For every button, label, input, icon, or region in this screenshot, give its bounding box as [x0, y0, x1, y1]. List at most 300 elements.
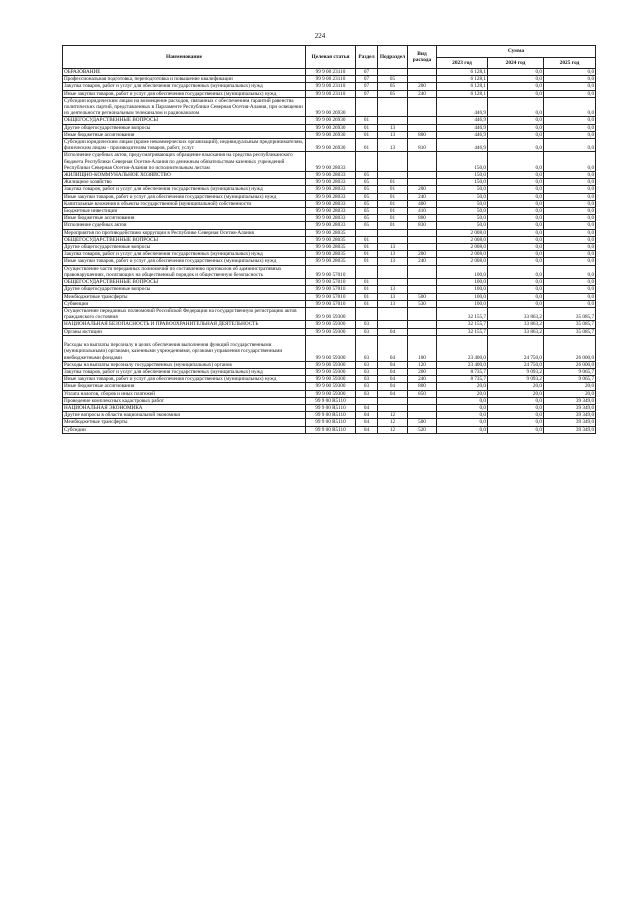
row-target-code: 99 9 00 59300: [306, 376, 356, 383]
row-amount-2023: 446,9: [437, 97, 488, 117]
row-name: Другие общегосударственные вопросы: [63, 244, 306, 251]
row-target-code: 99 9 00 23110: [306, 76, 356, 83]
row-amount-2025: 0,0: [544, 193, 596, 200]
row-amount-2025: 35 085,7: [544, 307, 596, 320]
row-amount-2024: 0,0: [488, 83, 544, 90]
row-section: 07: [356, 76, 378, 83]
row-section: 05: [356, 172, 378, 179]
row-expense-type: [408, 117, 437, 124]
row-section: 07: [356, 90, 378, 97]
row-name: ЖИЛИЩНО-КОММУНАЛЬНОЕ ХОЗЯЙСТВО: [63, 172, 306, 179]
row-subsection: [378, 152, 408, 172]
row-name: Иные закупки товаров, работ и услуг для обеспечения государственных (муниципальных) нужд: [63, 376, 306, 383]
row-section: 05: [356, 186, 378, 193]
row-section: 03: [356, 390, 378, 397]
row-subsection: [378, 229, 408, 236]
row-subsection: 04: [378, 361, 408, 368]
row-amount-2024: 24 750,0: [488, 361, 544, 368]
row-subsection: 01: [378, 208, 408, 215]
table-row: [63, 412, 596, 419]
row-amount-2025: 0,0: [544, 97, 596, 117]
row-target-code: 99 9 00 28035: [306, 229, 356, 236]
row-expense-type: 800: [408, 131, 437, 138]
row-target-code: 99 9 00 28033: [306, 200, 356, 207]
row-amount-2023: 6 128,1: [437, 90, 488, 97]
row-section: [356, 265, 378, 278]
row-amount-2025: 39 349,0: [544, 397, 596, 404]
table-row: [63, 321, 596, 328]
header-2025: 2025 год: [544, 57, 596, 69]
row-subsection: [378, 69, 408, 76]
row-target-code: 99 9 00 28033: [306, 208, 356, 215]
row-amount-2025: 0,0: [544, 117, 596, 124]
row-amount-2023: 100,0: [437, 300, 488, 307]
row-amount-2023: 50,0: [437, 208, 488, 215]
row-amount-2023: 50,0: [437, 215, 488, 222]
row-expense-type: 100: [408, 335, 437, 361]
row-section: [356, 397, 378, 404]
table-row: [63, 179, 596, 186]
row-amount-2024: 0,0: [488, 286, 544, 293]
row-name: Осуществление переданных полномочий Российской Федерации на государственную регистрацию актов гражданского состояния: [63, 307, 306, 320]
row-amount-2024: 0,0: [488, 179, 544, 186]
row-section: 03: [356, 361, 378, 368]
row-section: 04: [356, 404, 378, 411]
row-amount-2024: 0,0: [488, 97, 544, 117]
row-expense-type: [408, 279, 437, 286]
row-amount-2024: 0,0: [488, 426, 544, 433]
row-expense-type: 530: [408, 300, 437, 307]
row-section: [356, 152, 378, 172]
row-amount-2024: 33 863,2: [488, 307, 544, 320]
row-name: НАЦИОНАЛЬНАЯ БЕЗОПАСНОСТЬ И ПРАВООХРАНИТЕЛЬНАЯ ДЕЯТЕЛЬНОСТЬ: [63, 321, 306, 328]
row-amount-2023: 446,9: [437, 131, 488, 138]
header-expense-type: Вид расхода: [408, 46, 437, 69]
row-subsection: 04: [378, 328, 408, 335]
table-row: [63, 397, 596, 404]
row-amount-2023: 20,0: [437, 383, 488, 390]
row-amount-2024: 0,0: [488, 117, 544, 124]
row-subsection: 01: [378, 179, 408, 186]
row-amount-2024: 0,0: [488, 186, 544, 193]
row-subsection: [378, 236, 408, 243]
row-subsection: 01: [378, 200, 408, 207]
row-amount-2025: 39 349,0: [544, 426, 596, 433]
row-section: 07: [356, 69, 378, 76]
row-target-code: 99 9 00 28033: [306, 222, 356, 229]
header-row: [63, 46, 596, 58]
header-amount: Сумма: [437, 46, 596, 58]
row-amount-2025: 9 065,7: [544, 376, 596, 383]
row-amount-2024: 0,0: [488, 279, 544, 286]
row-subsection: [378, 172, 408, 179]
row-expense-type: 120: [408, 361, 437, 368]
row-amount-2023: 0,0: [437, 397, 488, 404]
row-expense-type: 500: [408, 419, 437, 426]
row-name: Другие общегосударственные вопросы: [63, 124, 306, 131]
row-expense-type: [408, 152, 437, 172]
table-row: [63, 335, 596, 361]
table-row: [63, 300, 596, 307]
table-row: [63, 279, 596, 286]
row-amount-2025: 20,0: [544, 390, 596, 397]
row-expense-type: 240: [408, 258, 437, 265]
row-amount-2023: 50,0: [437, 200, 488, 207]
row-amount-2025: 0,0: [544, 139, 596, 152]
row-amount-2024: 9 093,2: [488, 376, 544, 383]
row-target-code: 99 9 00 59300: [306, 390, 356, 397]
row-amount-2024: 33 863,2: [488, 321, 544, 328]
row-amount-2025: 0,0: [544, 208, 596, 215]
row-amount-2023: 50,0: [437, 193, 488, 200]
row-amount-2023: 6 128,1: [437, 76, 488, 83]
row-expense-type: [408, 286, 437, 293]
row-section: 01: [356, 236, 378, 243]
row-subsection: 13: [378, 139, 408, 152]
row-amount-2024: 0,0: [488, 412, 544, 419]
table-body: [63, 69, 596, 434]
row-amount-2025: 0,0: [544, 179, 596, 186]
row-subsection: 13: [378, 251, 408, 258]
table-row: [63, 426, 596, 433]
row-section: 01: [356, 258, 378, 265]
row-amount-2023: 0,0: [437, 419, 488, 426]
row-expense-type: 240: [408, 376, 437, 383]
row-expense-type: 200: [408, 368, 437, 375]
row-subsection: 05: [378, 83, 408, 90]
row-amount-2023: 23 400,0: [437, 361, 488, 368]
row-amount-2025: 0,0: [544, 258, 596, 265]
row-target-code: 99 9 00 57010: [306, 279, 356, 286]
row-amount-2023: 32 155,7: [437, 321, 488, 328]
table-row: [63, 200, 596, 207]
table-row: [63, 328, 596, 335]
row-subsection: 13: [378, 286, 408, 293]
row-amount-2025: 0,0: [544, 244, 596, 251]
row-amount-2023: 100,0: [437, 293, 488, 300]
row-amount-2024: 0,0: [488, 419, 544, 426]
row-section: 04: [356, 412, 378, 419]
table-row: [63, 152, 596, 172]
table-row: [63, 229, 596, 236]
row-subsection: 04: [378, 335, 408, 361]
row-subsection: 01: [378, 222, 408, 229]
table-row: [63, 376, 596, 383]
row-name: Расходы на выплаты персоналу государственных (муниципальных) органов: [63, 361, 306, 368]
row-target-code: 99 9 00 57010: [306, 293, 356, 300]
row-amount-2025: 9 065,7: [544, 368, 596, 375]
row-target-code: 99 9 00 59300: [306, 383, 356, 390]
row-target-code: 99 9 00 28035: [306, 244, 356, 251]
row-section: 01: [356, 117, 378, 124]
row-section: [356, 229, 378, 236]
row-expense-type: [408, 412, 437, 419]
table-row: [63, 265, 596, 278]
row-expense-type: [408, 328, 437, 335]
row-amount-2023: 100,0: [437, 265, 488, 278]
row-amount-2024: 0,0: [488, 258, 544, 265]
row-expense-type: 800: [408, 215, 437, 222]
table-row: [63, 186, 596, 193]
row-target-code: 99 9 00 28035: [306, 251, 356, 258]
row-target-code: 99 9 00 57010: [306, 265, 356, 278]
row-amount-2025: 0,0: [544, 131, 596, 138]
row-amount-2025: 39 349,0: [544, 404, 596, 411]
row-subsection: 12: [378, 419, 408, 426]
row-section: 03: [356, 321, 378, 328]
row-target-code: 99 9 00 28033: [306, 179, 356, 186]
row-expense-type: 520: [408, 426, 437, 433]
row-section: 01: [356, 300, 378, 307]
row-amount-2023: 150,0: [437, 152, 488, 172]
row-name: Расходы на выплаты персоналу в целях обеспечения выполнения функций государственными (муниципальными) органами, казенными учреждениями, органами управления государственными внебюджетными фондами: [63, 335, 306, 361]
row-target-code: 99 9 00 26930: [306, 131, 356, 138]
table-row: [63, 368, 596, 375]
row-amount-2023: 2 008,0: [437, 244, 488, 251]
table-row: [63, 244, 596, 251]
row-amount-2024: 0,0: [488, 300, 544, 307]
row-amount-2025: 0,0: [544, 200, 596, 207]
header-target: Целевая статья: [306, 46, 356, 69]
row-expense-type: [408, 307, 437, 320]
table-row: [63, 258, 596, 265]
row-target-code: 99 9 00 57010: [306, 300, 356, 307]
row-name: Иные закупки товаров, работ и услуг для обеспечения государственных (муниципальных) нужд: [63, 258, 306, 265]
row-target-code: 99 9 00 28033: [306, 172, 356, 179]
row-name: Исполнение судебных актов: [63, 222, 306, 229]
row-amount-2023: 2 008,0: [437, 236, 488, 243]
row-section: 03: [356, 335, 378, 361]
row-expense-type: [408, 97, 437, 117]
row-target-code: 99 9 00 28033: [306, 152, 356, 172]
table-row: [63, 131, 596, 138]
row-subsection: 04: [378, 383, 408, 390]
row-amount-2025: 0,0: [544, 229, 596, 236]
table-row: [63, 307, 596, 320]
row-amount-2025: 0,0: [544, 300, 596, 307]
row-name: Другие вопросы в области национальной экономики: [63, 412, 306, 419]
table-row: [63, 215, 596, 222]
row-section: 01: [356, 139, 378, 152]
row-amount-2024: 0,0: [488, 404, 544, 411]
row-subsection: 04: [378, 368, 408, 375]
table-row: [63, 124, 596, 131]
row-expense-type: [408, 172, 437, 179]
row-name: ОБРАЗОВАНИЕ: [63, 69, 306, 76]
row-subsection: 13: [378, 124, 408, 131]
row-target-code: 99 9 00 26930: [306, 97, 356, 117]
row-target-code: 99 9 00 59300: [306, 321, 356, 328]
row-section: 01: [356, 286, 378, 293]
row-amount-2023: 23 400,0: [437, 335, 488, 361]
row-section: 01: [356, 244, 378, 251]
row-section: 03: [356, 376, 378, 383]
row-subsection: [378, 97, 408, 117]
row-target-code: 99 9 00 59300: [306, 368, 356, 375]
row-subsection: [378, 279, 408, 286]
row-amount-2024: 20,0: [488, 383, 544, 390]
row-expense-type: 400: [408, 200, 437, 207]
row-subsection: 13: [378, 131, 408, 138]
row-amount-2023: 6 128,1: [437, 83, 488, 90]
row-section: 05: [356, 222, 378, 229]
row-amount-2025: 35 085,7: [544, 321, 596, 328]
row-expense-type: 410: [408, 208, 437, 215]
row-section: 03: [356, 328, 378, 335]
row-section: 05: [356, 208, 378, 215]
row-name: ОБЩЕГОСУДАРСТВЕННЫЕ ВОПРОСЫ: [63, 279, 306, 286]
row-amount-2025: 0,0: [544, 279, 596, 286]
row-amount-2023: 446,9: [437, 139, 488, 152]
table-row: [63, 251, 596, 258]
row-expense-type: [408, 236, 437, 243]
row-name: Закупка товаров, работ и услуг для обеспечения государственных (муниципальных) нужд: [63, 368, 306, 375]
row-amount-2023: 2 008,0: [437, 229, 488, 236]
row-amount-2024: 0,0: [488, 244, 544, 251]
row-name: Межбюджетные трансферты: [63, 419, 306, 426]
row-target-code: 99 9 00 26930: [306, 117, 356, 124]
row-expense-type: 200: [408, 251, 437, 258]
row-amount-2023: 446,9: [437, 124, 488, 131]
row-subsection: [378, 404, 408, 411]
row-name: Органы юстиции: [63, 328, 306, 335]
row-amount-2025: 39 349,0: [544, 412, 596, 419]
row-name: Субсидии юридическим лицам на возмещение расходов, связанных с обеспечением гарантий равенства политических партий, представленных в Парламенте Республики Северная Осетия-Алания, при освещении их деятельности региональным телеканалом и радиоканалом: [63, 97, 306, 117]
row-subsection: 01: [378, 186, 408, 193]
row-amount-2024: 0,0: [488, 229, 544, 236]
row-section: 04: [356, 419, 378, 426]
row-target-code: 99 9 00 R5110: [306, 404, 356, 411]
row-name: Проведение комплексных кадастровых работ: [63, 397, 306, 404]
row-section: 05: [356, 193, 378, 200]
row-name: Уплата налогов, сборов и иных платежей: [63, 390, 306, 397]
row-name: ОБЩЕГОСУДАРСТВЕННЫЕ ВОПРОСЫ: [63, 236, 306, 243]
row-target-code: 99 9 00 23110: [306, 90, 356, 97]
row-expense-type: [408, 69, 437, 76]
row-subsection: 13: [378, 258, 408, 265]
row-amount-2025: 0,0: [544, 265, 596, 278]
row-amount-2025: 0,0: [544, 69, 596, 76]
row-name: Исполнение судебных актов, предусматривающих обращение взыскания на средства республиканского бюджета Республики Северная Осетия-Алания по денежным обязательствам казенных учреждений Республики Северная Осетия-Алания по исполнительным листам: [63, 152, 306, 172]
table-row: [63, 172, 596, 179]
row-amount-2023: 32 155,7: [437, 307, 488, 320]
table-row: [63, 90, 596, 97]
row-name: Иные закупки товаров, работ и услуг для обеспечения государственных (муниципальных) нужд: [63, 193, 306, 200]
row-section: 04: [356, 426, 378, 433]
table-row: [63, 419, 596, 426]
row-subsection: 13: [378, 293, 408, 300]
row-section: 01: [356, 131, 378, 138]
row-subsection: [378, 117, 408, 124]
table-row: [63, 193, 596, 200]
table-row: [63, 286, 596, 293]
row-name: Мероприятия по противодействию коррупции в Республике Северная Осетия-Алания: [63, 229, 306, 236]
row-target-code: 99 9 00 R5110: [306, 419, 356, 426]
row-target-code: 99 9 00 59300: [306, 361, 356, 368]
row-subsection: 04: [378, 376, 408, 383]
table-row: [63, 383, 596, 390]
row-amount-2024: 33 863,2: [488, 328, 544, 335]
row-amount-2025: 39 349,0: [544, 419, 596, 426]
row-amount-2024: 0,0: [488, 251, 544, 258]
row-amount-2025: 0,0: [544, 124, 596, 131]
row-amount-2025: 0,0: [544, 286, 596, 293]
row-subsection: 01: [378, 215, 408, 222]
row-name: Субсидии: [63, 426, 306, 433]
table-row: [63, 139, 596, 152]
row-amount-2023: 32 155,7: [437, 328, 488, 335]
row-expense-type: 850: [408, 390, 437, 397]
row-target-code: 99 9 00 28033: [306, 186, 356, 193]
row-expense-type: 200: [408, 83, 437, 90]
row-expense-type: 240: [408, 90, 437, 97]
row-expense-type: 800: [408, 383, 437, 390]
row-amount-2025: 0,0: [544, 215, 596, 222]
row-target-code: 99 9 00 23110: [306, 69, 356, 76]
row-amount-2024: 24 750,0: [488, 335, 544, 361]
row-name: Жилищное хозяйство: [63, 179, 306, 186]
row-amount-2025: 0,0: [544, 236, 596, 243]
row-subsection: [378, 307, 408, 320]
row-amount-2023: 2 008,0: [437, 258, 488, 265]
row-amount-2023: 150,0: [437, 179, 488, 186]
row-section: 05: [356, 179, 378, 186]
row-expense-type: [408, 179, 437, 186]
row-section: 07: [356, 83, 378, 90]
table-row: [63, 390, 596, 397]
table-row: [63, 69, 596, 76]
header-2023: 2023 год: [437, 57, 488, 69]
row-amount-2023: 0,0: [437, 426, 488, 433]
row-amount-2025: 0,0: [544, 172, 596, 179]
row-amount-2025: 0,0: [544, 186, 596, 193]
row-target-code: 99 9 00 26930: [306, 139, 356, 152]
row-target-code: 99 9 00 28033: [306, 193, 356, 200]
row-name: ОБЩЕГОСУДАРСТВЕННЫЕ ВОПРОСЫ: [63, 117, 306, 124]
row-amount-2023: 2 008,0: [437, 251, 488, 258]
row-target-code: 99 9 00 59300: [306, 328, 356, 335]
header-2024: 2024 год: [488, 57, 544, 69]
row-subsection: 04: [378, 390, 408, 397]
row-amount-2024: 0,0: [488, 293, 544, 300]
row-section: [356, 307, 378, 320]
row-name: Иные бюджетные ассигнования: [63, 383, 306, 390]
row-amount-2024: 0,0: [488, 208, 544, 215]
row-amount-2024: 0,0: [488, 397, 544, 404]
row-amount-2025: 0,0: [544, 251, 596, 258]
row-expense-type: [408, 76, 437, 83]
row-name: Закупка товаров, работ и услуг для обеспечения государственных (муниципальных) нужд: [63, 186, 306, 193]
row-expense-type: 810: [408, 139, 437, 152]
row-subsection: 01: [378, 193, 408, 200]
table-row: [63, 293, 596, 300]
row-amount-2023: 50,0: [437, 222, 488, 229]
row-name: Иные бюджетные ассигнования: [63, 131, 306, 138]
row-name: Субсидии юридическим лицам (кроме некоммерческих организаций), индивидуальным предпринимателям, физическим лицам - производителям товаров, работ, услуг: [63, 139, 306, 152]
row-amount-2023: 20,0: [437, 390, 488, 397]
row-amount-2024: 20,0: [488, 390, 544, 397]
row-expense-type: 500: [408, 293, 437, 300]
row-amount-2023: 6 128,1: [437, 69, 488, 76]
row-amount-2023: 8 735,7: [437, 368, 488, 375]
row-amount-2025: 0,0: [544, 293, 596, 300]
row-expense-type: 830: [408, 222, 437, 229]
row-name: Закупка товаров, работ и услуг для обеспечения государственных (муниципальных) нужд: [63, 251, 306, 258]
row-amount-2023: 0,0: [437, 404, 488, 411]
table-row: [63, 97, 596, 117]
row-amount-2025: 35 085,7: [544, 328, 596, 335]
row-expense-type: [408, 244, 437, 251]
